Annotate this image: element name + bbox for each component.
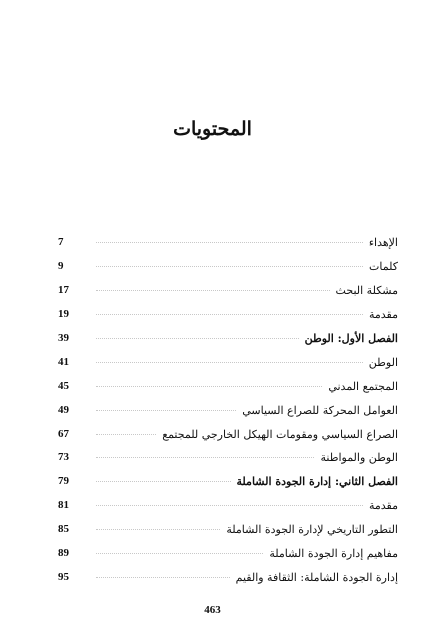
toc-page-number: 67: [58, 428, 69, 440]
toc-row: [58, 305, 398, 323]
toc-row: [58, 257, 398, 275]
toc-leader: [96, 362, 363, 363]
toc-entry-title: الصراع السياسي ومقومات الهيكل الخارجي للمجتمع: [162, 427, 398, 441]
toc-leader: [96, 386, 322, 387]
toc-leader: [96, 457, 314, 458]
toc-entry-title: مقدمة: [368, 307, 398, 321]
toc-entry-title: الوطن والمواطنة: [320, 450, 398, 464]
toc-leader: [96, 577, 230, 578]
toc-row: [58, 233, 398, 251]
toc-entry-title: إدارة الجودة الشاملة: الثقافة والقيم: [235, 570, 398, 584]
toc-leader: [96, 553, 263, 554]
toc-row: [58, 353, 398, 371]
toc-page-number: 45: [58, 380, 69, 392]
toc-page-number: 89: [58, 547, 69, 559]
toc-leader: [96, 266, 363, 267]
page-number: 463: [204, 604, 221, 616]
toc-entry-title: كلمات: [369, 259, 398, 273]
toc-page-number: 49: [58, 404, 69, 416]
toc-leader: [96, 242, 363, 243]
toc-leader: [96, 481, 231, 482]
toc-entry-title: الإهداء: [368, 235, 398, 249]
toc-row: [58, 544, 398, 562]
toc-row: [58, 448, 398, 466]
toc-entry-title: الوطن: [368, 355, 398, 369]
toc-page-number: 85: [58, 523, 69, 535]
toc-row: [58, 281, 398, 299]
toc-entry-title: المجتمع المدني: [328, 379, 398, 393]
toc-row-chapter: [58, 472, 398, 490]
toc-page-number: 7: [58, 236, 64, 248]
toc-page-number: 19: [58, 308, 69, 320]
toc-leader: [96, 338, 299, 339]
toc-entry-title: مقدمة: [368, 498, 398, 512]
toc-leader: [96, 529, 220, 530]
page-title: المحتويات: [173, 118, 252, 140]
toc-entry-title: مفاهيم إدارة الجودة الشاملة: [269, 546, 398, 560]
toc-row: [58, 401, 398, 419]
toc-page-number: 81: [58, 499, 69, 511]
toc-entry-title: العوامل المحركة للصراع السياسي: [242, 403, 398, 417]
toc-row: [58, 520, 398, 538]
toc-row: [58, 568, 398, 586]
toc-page-number: 73: [58, 451, 69, 463]
toc-leader: [96, 290, 330, 291]
toc-entry-title: التطور التاريخي لإدارة الجودة الشاملة: [226, 522, 398, 536]
toc-leader: [96, 410, 236, 411]
toc-leader: [96, 314, 363, 315]
toc-leader: [96, 505, 363, 506]
toc-leader: [96, 434, 156, 435]
toc-entry-title: الفصل الأول: الوطن: [304, 331, 398, 345]
toc-page-number: 41: [58, 356, 69, 368]
toc-page-number: 39: [58, 332, 69, 344]
toc-page-number: 9: [58, 260, 64, 272]
toc-row: [58, 496, 398, 514]
toc-entry-title: الفصل الثاني: إدارة الجودة الشاملة: [236, 474, 398, 488]
toc-entry-title: مشكلة البحث: [335, 283, 398, 297]
toc-page-number: 17: [58, 284, 69, 296]
toc-page-number: 79: [58, 475, 69, 487]
toc-row: [58, 377, 398, 395]
toc-row-chapter: [58, 329, 398, 347]
toc-page-number: 95: [58, 571, 69, 583]
toc-row: [58, 425, 398, 443]
